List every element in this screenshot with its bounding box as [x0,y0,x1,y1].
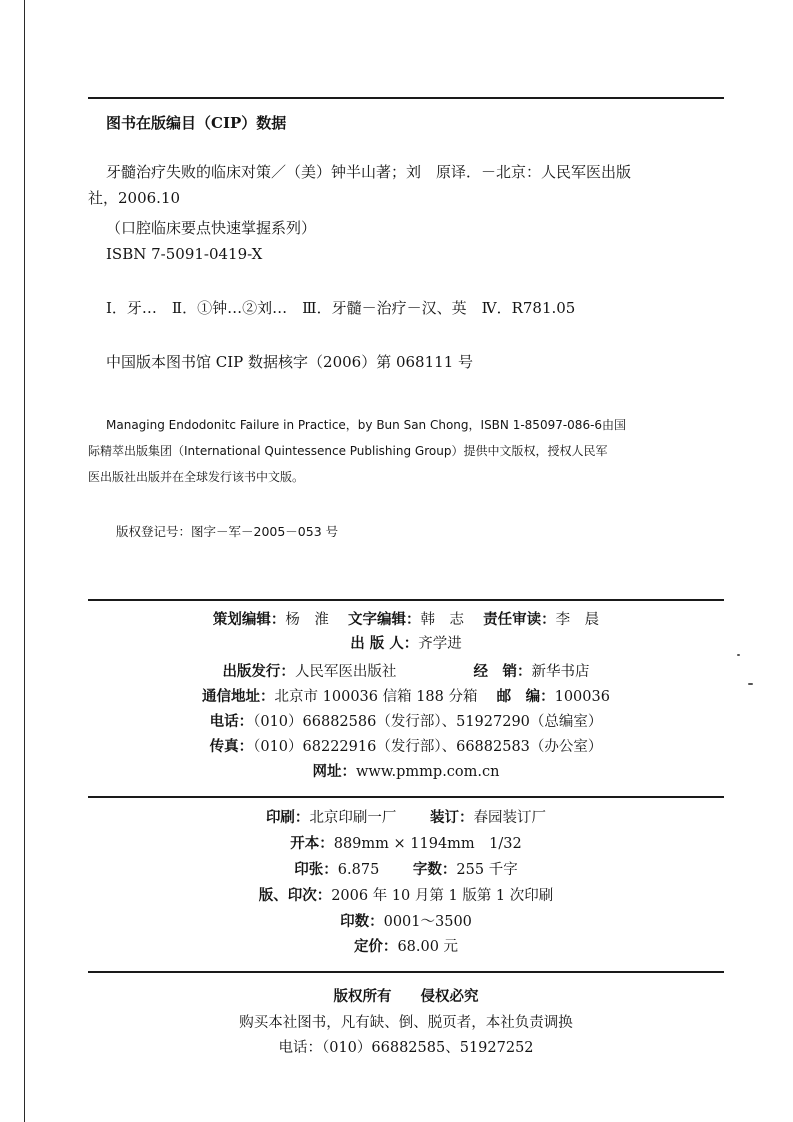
scan-speck [737,654,740,656]
text-editor: 韩 志 [420,612,464,628]
address-label: 通信地址： [202,688,275,705]
print-run: 0001～3500 [383,914,472,930]
binding-label: 装订： [430,809,474,826]
postcode: 100036 [554,689,610,705]
replacement-notice: 购买本社图书，凡有缺、倒、脱页者，本社负责调换 [239,1015,573,1031]
words: 255 千字 [456,862,518,878]
license-line2: 际精萃出版集团（International Quintessence Publishing Group）提供中文版权，授权人民军 [88,444,608,458]
price-label: 定价： [353,938,398,955]
phone-row [88,712,724,732]
fax-label: 传真： [209,738,254,755]
fax-row [88,737,724,757]
website-row [88,762,724,782]
publisher-person-label: 出 版 人： [350,635,419,652]
publisher-person-row [88,634,724,654]
web-label: 网址： [312,763,357,780]
print-run-row [88,912,724,932]
distribution: 人民军医出版社 [294,664,397,680]
fax: （010）68222916（发行部）、66882583（办公室） [253,739,603,755]
print-run-label: 印数： [340,913,384,930]
printer-label: 印刷： [265,809,310,826]
cip-record: 中国版本图书馆 CIP 数据核字（2006）第 068111 号 [106,353,474,371]
license-line1: Managing Endodonitc Failure in Practice，by Bun San Chong，ISBN 1-85097-086-6由国 [106,418,627,432]
license-line3: 医出版社出版并在全球发行该书中文版。 [88,470,305,484]
format-row [88,834,724,854]
address: 北京市 100036 信箱 188 分箱 [274,689,478,705]
staff-editors-row [88,610,724,630]
distribution-label: 出版发行： [222,663,295,680]
sales: 新华书店 [531,664,590,680]
cip-classification: Ⅰ．牙… Ⅱ．①钟…②刘… Ⅲ．牙髓－治疗－汉、英 Ⅳ．R781.05 [106,299,576,317]
cip-series: （口腔临床要点快速掌握系列） [106,219,317,237]
sheets-row [88,860,724,880]
planning-editor: 杨 淮 [285,612,329,628]
phone-label: 电话： [209,713,254,730]
price: 68.00 元 [397,939,459,955]
format: 889mm × 1194mm 1/32 [333,836,522,852]
printer-row [88,808,724,828]
binding-edge-line [24,0,25,1122]
footer-phone: 电话：（010）66882585、51927252 [278,1040,534,1056]
rule-footer-top [88,971,724,973]
price-row [88,937,724,957]
top-rule [88,97,724,99]
binding: 春园装订厂 [473,810,547,826]
sheets: 6.875 [337,862,380,878]
edition-label: 版、印次： [258,887,332,904]
rule-printing-top [88,796,724,798]
distribution-row [88,662,724,682]
planning-editor-label: 策划编辑： [212,611,286,628]
rule-staff-top [88,599,724,601]
format-label: 开本： [290,835,334,852]
website: www.pmmp.com.cn [356,764,500,780]
edition-row [88,886,724,906]
words-label: 字数： [412,861,457,878]
edition: 2006 年 10 月第 1 版第 1 次印刷 [331,888,554,904]
review-editor: 李 晨 [555,612,600,628]
rights-reserved: 版权所有 侵权必究 [333,988,479,1005]
cip-entry-line2: 社，2006.10 [88,189,181,207]
printer: 北京印刷一厂 [309,810,397,826]
publisher-person: 齐学进 [418,636,462,652]
sheets-label: 印张： [294,861,338,878]
review-label: 责任审读： [483,611,556,628]
scan-speck [748,683,753,685]
address-row [88,687,724,707]
cip-isbn: ISBN 7-5091-0419-X [106,245,263,263]
cip-entry-line1: 牙髓治疗失败的临床对策／（美）钟半山著；刘 原译．－北京：人民军医出版 [106,163,632,181]
text-editor-label: 文字编辑： [348,611,421,628]
copyright-registration: 版权登记号：图字－军－2005－053 号 [116,524,339,539]
cip-heading: 图书在版编目（CIP）数据 [106,114,287,132]
postcode-label: 邮 编： [496,688,555,705]
phone: （010）66882586（发行部）、51927290（总编室） [253,714,603,730]
sales-label: 经 销： [473,663,532,680]
